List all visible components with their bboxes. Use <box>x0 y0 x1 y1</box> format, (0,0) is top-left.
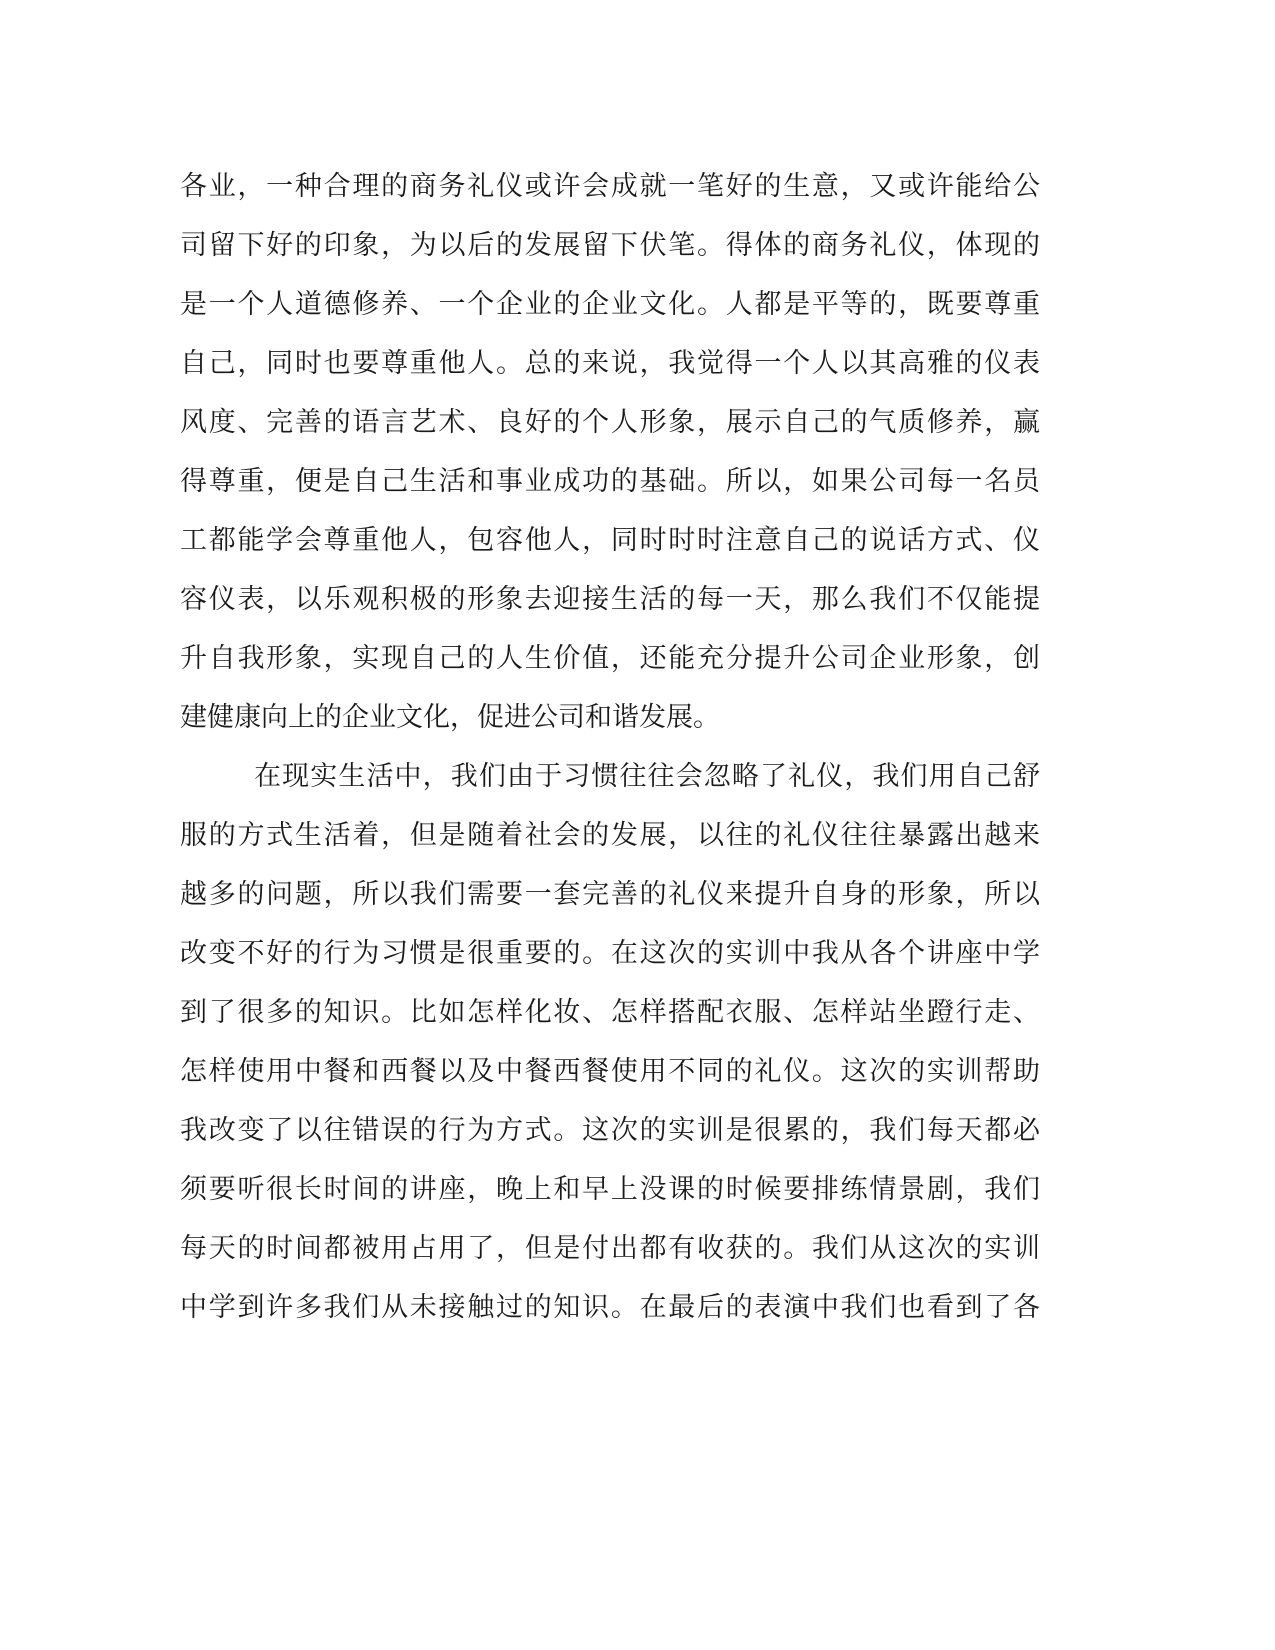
text-line: 怎样使用中餐和西餐以及中餐西餐使用不同的礼仪。这次的实训帮助 <box>180 1056 1040 1087</box>
text-line: 中学到许多我们从未接触过的知识。在最后的表演中我们也看到了各 <box>180 1292 1040 1323</box>
text-line: 在现实生活中，我们由于习惯往往会忽略了礼仪，我们用自己舒 <box>254 761 1040 792</box>
text-line: 越多的问题，所以我们需要一套完善的礼仪来提升自身的形象，所以 <box>180 879 1040 910</box>
text-line: 各业，一种合理的商务礼仪或许会成就一笔好的生意，又或许能给公 <box>180 171 1040 202</box>
text-line: 升自我形象，实现自己的人生价值，还能充分提升公司企业形象，创 <box>180 643 1040 674</box>
text-line: 到了很多的知识。比如怎样化妆、怎样搭配衣服、怎样站坐蹬行走、 <box>180 997 1040 1028</box>
body-text <box>180 157 1040 1337</box>
text-line: 是一个人道德修养、一个企业的企业文化。人都是平等的，既要尊重 <box>180 289 1040 320</box>
text-line: 工都能学会尊重他人，包容他人，同时时时注意自己的说话方式、仪 <box>180 525 1040 556</box>
text-line: 我改变了以往错误的行为方式。这次的实训是很累的，我们每天都必 <box>180 1115 1040 1146</box>
text-line: 须要听很长时间的讲座，晚上和早上没课的时候要排练情景剧，我们 <box>180 1174 1040 1205</box>
paragraph <box>180 157 1040 747</box>
text-line: 风度、完善的语言艺术、良好的个人形象，展示自己的气质修养，赢 <box>180 407 1040 438</box>
text-line: 每天的时间都被用占用了，但是付出都有收获的。我们从这次的实训 <box>180 1233 1040 1264</box>
text-line: 改变不好的行为习惯是很重要的。在这次的实训中我从各个讲座中学 <box>180 938 1040 969</box>
text-line: 服的方式生活着，但是随着社会的发展，以往的礼仪往往暴露出越来 <box>180 820 1040 851</box>
text-line: 容仪表，以乐观积极的形象去迎接生活的每一天，那么我们不仅能提 <box>180 584 1040 615</box>
paragraph <box>180 747 1040 1337</box>
text-line: 自己，同时也要尊重他人。总的来说，我觉得一个人以其高雅的仪表 <box>180 348 1040 379</box>
text-line: 司留下好的印象，为以后的发展留下伏笔。得体的商务礼仪，体现的 <box>180 230 1040 261</box>
text-line: 得尊重，便是自己生活和事业成功的基础。所以，如果公司每一名员 <box>180 466 1040 497</box>
text-line: 建健康向上的企业文化，促进公司和谐发展。 <box>180 702 720 733</box>
